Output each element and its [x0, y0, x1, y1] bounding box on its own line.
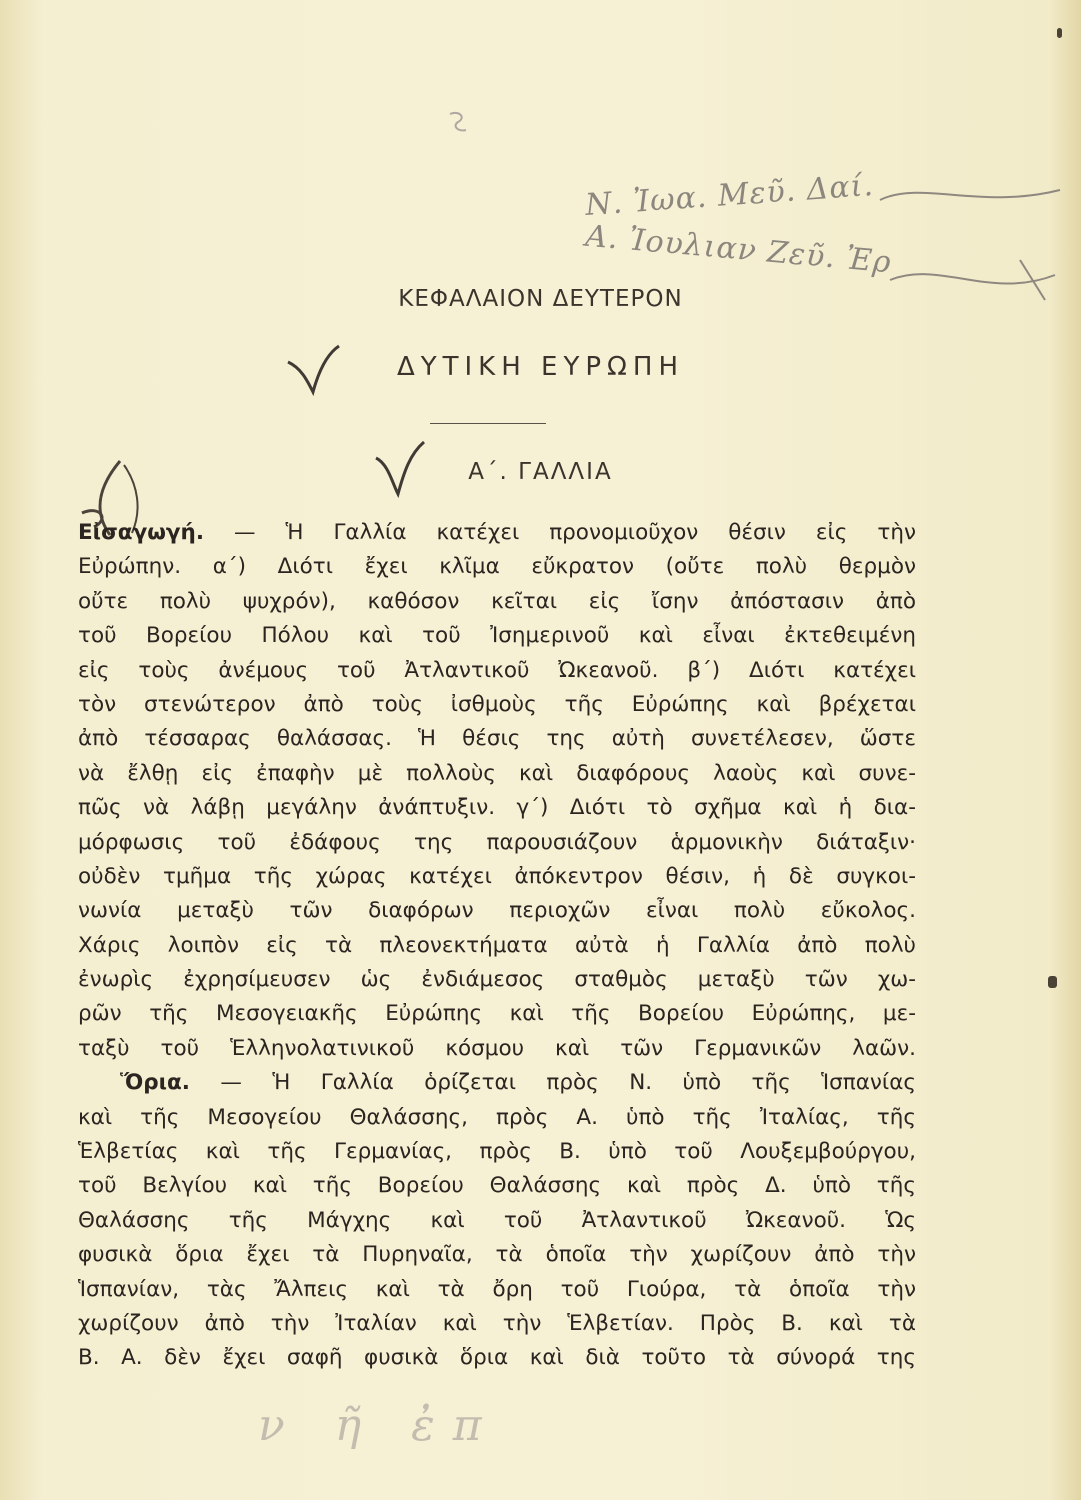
- ink-spot: [1057, 28, 1062, 38]
- text-line: ἀπὸ τέσσαρας θαλάσσας. Ἡ θέσις της αὐτὴ συνετέλεσεν, ὥστε: [78, 726, 916, 752]
- paragraph-intro-first-line: [78, 516, 916, 550]
- text-line: Χάρις λοιπὸν εἰς τὰ πλεονεκτήματα αὐτὰ ἡ Γαλλία ἀπὸ πολὺ: [78, 932, 916, 958]
- page-title: ΔΥΤΙΚΗ ΕΥΡΩΠΗ: [396, 352, 685, 382]
- intro-lead: Εἰσαγωγή.: [78, 520, 205, 545]
- text-line: καὶ τῆς Μεσογείου Θαλάσσης, πρὸς Α. ὑπὸ τῆς Ἰταλίας, τῆς: [78, 1104, 916, 1130]
- section-heading: Α΄. ΓΑΛΛΙΑ: [468, 459, 613, 485]
- pencil-mark-top: [446, 108, 476, 138]
- borders-lead: Ὅρια.: [120, 1070, 190, 1096]
- text-line: νωνία μεταξὺ τῶν διαφόρων περιοχῶν εἶναι πολὺ εὔκολος.: [78, 898, 916, 924]
- intro-rest: — Ἡ Γαλλία κατέχει προνομιοῦχον θέσιν εἰς τὴν: [204, 520, 916, 545]
- chapter-heading: ΚΕΦΑΛΑΙΟΝ ΔΕΥΤΕΡΟΝ: [398, 286, 683, 312]
- text-line: εἰς τοὺς ἀνέμους τοῦ Ἀτλαντικοῦ Ὠκεανοῦ. β΄) Διότι κατέχει: [78, 657, 916, 683]
- text-line: μόρφωσις τοῦ ἐδάφους της παρουσιάζουν ἁρμονικὴν διάταξιν·: [78, 829, 916, 855]
- text-line: τὸν στενώτερον ἀπὸ τοὺς ἰσθμοὺς τῆς Εὐρώπης καὶ βρέχεται: [78, 691, 916, 717]
- text-line: χωρίζουν ἀπὸ τὴν Ἰταλίαν καὶ τὴν Ἑλβετίαν. Πρὸς Β. καὶ τὰ: [78, 1310, 916, 1336]
- handwritten-note-bottom: ν ῆ ἐπ: [258, 1400, 500, 1451]
- handwritten-note-line1: Ν. Ἰωα. Μεῦ. Δαί.: [584, 167, 875, 224]
- paragraph-borders-first-line: [78, 1066, 916, 1100]
- title-divider: [430, 423, 546, 424]
- text-line: οὔτε πολὺ ψυχρόν), καθόσον κεῖται εἰς ἴσην ἀπόστασιν ἀπὸ: [78, 588, 916, 614]
- text-line: Ἑλβετίας καὶ τῆς Γερμανίας, πρὸς Β. ὑπὸ τοῦ Λουξεμβούργου,: [78, 1139, 916, 1165]
- text-line: Ἱσπανίαν, τὰς Ἄλπεις καὶ τὰ ὄρη τοῦ Γιούρα, τὰ ὁποῖα τὴν: [78, 1276, 916, 1302]
- text-line: Εὐρώπην. α΄) Διότι ἔχει κλῖμα εὔκρατον (οὔτε πολὺ θερμὸν: [78, 554, 916, 580]
- ink-spot: [1048, 976, 1057, 988]
- handwritten-note-line2: Α. Ἰουλιαν Ζεῦ. Ἐρ: [584, 218, 893, 281]
- text-line: Θαλάσσης τῆς Μάγχης καὶ τοῦ Ἀτλαντικοῦ Ὠκεανοῦ. Ὡς: [78, 1207, 916, 1233]
- borders-rest: — Ἡ Γαλλία ὁρίζεται πρὸς Ν. ὑπὸ τῆς Ἱσπανίας: [189, 1070, 916, 1096]
- text-line: ταξὺ τοῦ Ἑλληνολατινικοῦ κόσμου καὶ τῶν Γερμανικῶν λαῶν.: [78, 1035, 916, 1061]
- text-line: ἐνωρὶς ἐχρησίμευσεν ὡς ἐνδιάμεσος σταθμὸς μεταξὺ τῶν χω-: [78, 967, 916, 993]
- text-line: τοῦ Βελγίου καὶ τῆς Βορείου Θαλάσσης καὶ πρὸς Δ. ὑπὸ τῆς: [78, 1173, 916, 1199]
- text-line: φυσικὰ ὅρια ἔχει τὰ Πυρηναῖα, τὰ ὁποῖα τὴν χωρίζουν ἀπὸ τὴν: [78, 1242, 916, 1268]
- text-line: νὰ ἔλθῃ εἰς ἐπαφὴν μὲ πολλοὺς καὶ διαφόρους λαοὺς καὶ συνε-: [78, 760, 916, 786]
- text-line: οὐδὲν τμῆμα τῆς χώρας κατέχει ἀπόκεντρον θέσιν, ἡ δὲ συγκοι-: [78, 863, 916, 889]
- text-line: πῶς νὰ λάβῃ μεγάλην ἀνάπτυξιν. γ΄) Διότι τὸ σχῆμα καὶ ἡ δια-: [78, 795, 916, 821]
- text-line: τοῦ Βορείου Πόλου καὶ τοῦ Ἰσημερινοῦ καὶ εἶναι ἐκτεθειμένη: [78, 623, 916, 649]
- body-text: [78, 516, 916, 1376]
- text-line: ρῶν τῆς Μεσογειακῆς Εὐρώπης καὶ τῆς Βορείου Εὐρώπης, με-: [78, 1001, 916, 1027]
- text-line: Β. Α. δὲν ἔχει σαφῆ φυσικὰ ὅρια καὶ διὰ τοῦτο τὰ σύνορά της: [78, 1345, 916, 1371]
